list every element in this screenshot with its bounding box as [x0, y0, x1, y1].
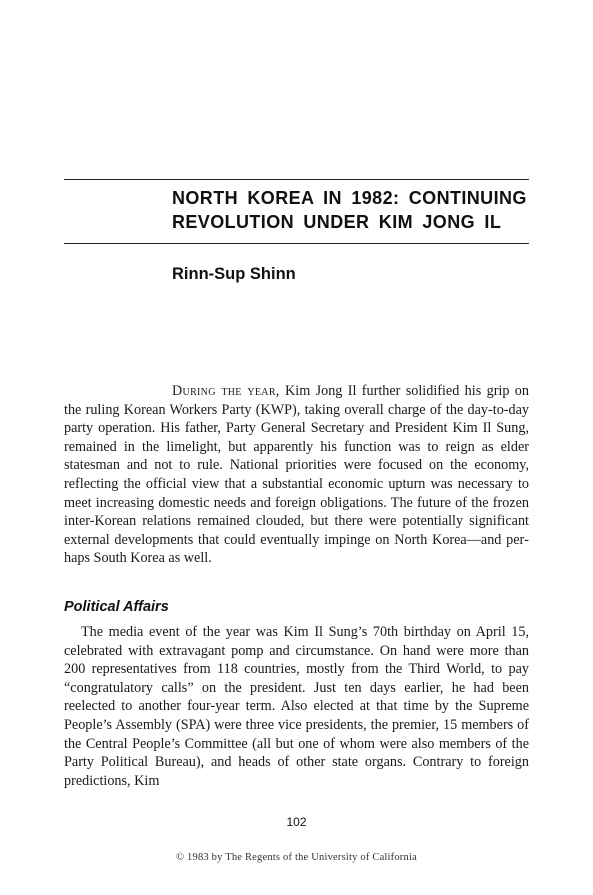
article-title-line-2: REVOLUTION UNDER KIM JONG IL: [172, 212, 502, 232]
section-heading: Political Affairs: [64, 599, 169, 615]
article-title-line-1: NORTH KOREA IN 1982: CONTINUING: [172, 188, 527, 208]
intro-paragraph-text: Kim Jong Il further solidified his grip on the ruling Korean Workers Party (KWP), taking overall charge of the day-to-day party operation. His father, Party General Secretary and President Kim Il Sung, remained in the limelight, but apparently his function was to reign as elder statesman and not to rule. National priorities were focused on the economy, reflecting the official view that a substantial economic upturn was necessary to meet increasing domestic needs and foreign obligations. The future of the frozen inter-Korean relations remained clouded, but there were potentially significant external developments that could eventually impinge on North Korea—and perhaps South Korea as well.: [64, 383, 529, 567]
title-bottom-rule: [64, 243, 529, 244]
copyright-notice: © 1983 by The Regents of the University of California: [176, 852, 417, 863]
author-name: Rinn-Sup Shinn: [172, 265, 296, 283]
page-number: 102: [286, 815, 307, 829]
political-affairs-paragraph: The media event of the year was Kim Il Sung’s 70th birthday on April 15, celebrated with extravagant pomp and circumstance. On hand were more than 200 representatives from 118 countries, mostly from the Third World, to pay “congratulatory calls” on the president. Just ten days earlier, he had been reelected to another four-year term. Also elected at that time by the Supreme People’s Assembly (SPA) were three vice presidents, the premier, 15 members of the Central People’s Committee (all but one of whom were also members of the Party Political Bureau), and heads of other state organs. Contrary to foreign predictions, Kim: [64, 624, 529, 789]
title-top-rule: [64, 179, 529, 180]
intro-lead-in: During the year,: [172, 383, 280, 399]
intro-paragraph: [64, 382, 529, 568]
